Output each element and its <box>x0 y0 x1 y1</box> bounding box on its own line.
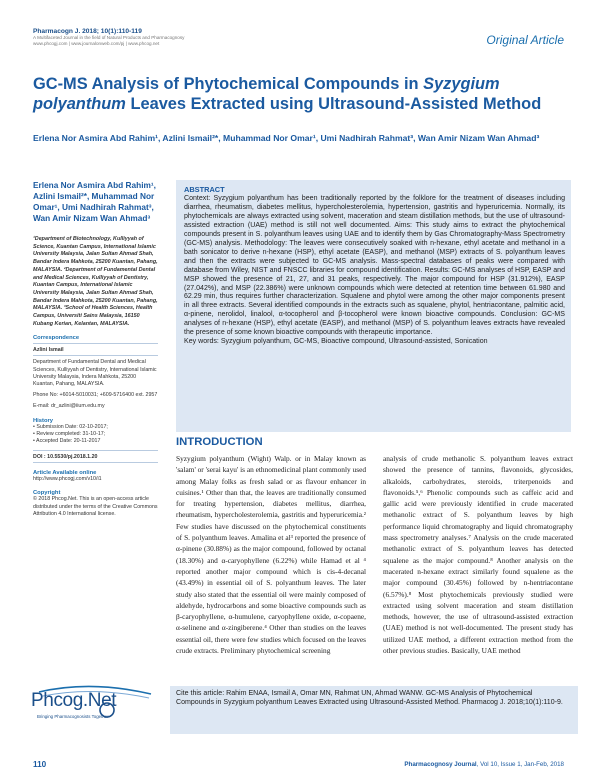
abstract-heading: ABSTRACT <box>184 185 225 194</box>
affiliations: ¹Department of Biotechnology, Kulliyyah of Science, Kuantan Campus, International Islamic University Malaysia, Jalan Sultan Ahmad Shah, Bandar Indera Mahkota, 25200 Kuantan, Pahang, MALAYSIA. ²Department of Fundamental Dental and Medical Sciences, Kulliyyah of Dentistry, Kuantan Campus, International Islamic University Malaysia, Jalan Sultan Ahmad Shah, Bandar Indera Mahkota, 25200 Kuantan, Pahang, MALAYSIA. ³School of Health Sciences, Health Campus, Universiti Sains Malaysia, 16150 Kubang Kerian, Kelantan, MALAYSIA. <box>33 236 158 327</box>
copyright-text: © 2018 Phcog.Net. This is an open-access article distributed under the terms of the Creative Commons Attribution 4.0 International license. <box>33 496 158 517</box>
history-item: • Accepted Date: 20-11-2017 <box>33 438 101 445</box>
history-item: • Review completed: 31-10-17; <box>33 430 106 437</box>
phcog-logo <box>31 684 161 740</box>
cite-box: Cite this article: Rahim ENAA, Ismail A, Omar MN, Rahmat UN, Ahmad WANW. GC-MS Analysis of Phytochemical Compounds in Syzygium polyanthum Leaves Extracted using Ultrasound-Assisted Method. Pharmacog J. 2018;10(1):110-9. <box>170 686 578 734</box>
journal-subline-1: A Multifaceted Journal in the field of Natural Products and Pharmacognosy <box>33 35 185 40</box>
divider <box>33 343 158 344</box>
divider <box>33 355 158 356</box>
page-number: 110 <box>33 760 47 769</box>
sidebar-authors: Erlena Nor Asmira Abd Rahim¹, Azlini Ismail²*, Muhammad Nor Omar¹, Umi Nadhirah Rahmat³, Wan Amir Nizam Wan Ahmad³ <box>33 180 156 223</box>
intro-column-2: analysis of crude methanolic S. polyanthum leaves extract showed the presence of tannins, flavonoids, glycosides, alkaloids, carbohydrates, steroids, triterpenoids and flavonoids.⁵,⁶ Phenolic compounds such as caffeic acid and gallic acid were previously identified in crude macerated methanolic extract of S. polyanthum leaves by high performance liquid chromatography and liquid chromatography mass spectrometry analyses.⁷ Analysis on the crude macerated methanolic extract of S. polyanthum leaves has detected squalene as the major compound.⁸ Another analysis on the macerated n-hexane extract similarly found squalene as the major compound (30.45%) followed by n-hentriacontane (6.57%).⁸ Most phytochemicals previously studied were extracted using solvent maceration and steam distillation methods, however, the use of ultrasound-assisted extraction (UAE) method is not well-documented. The present study has utilized UAE method, a different extraction method from the other previous studies. Basically, UAE method <box>383 454 573 656</box>
footer-issue: , Vol 10, Issue 1, Jan-Feb, 2018 <box>476 761 564 768</box>
intro-column-1: Syzygium polyanthum (Wight) Walp. or in Malay known as 'salam' or 'serai kayu' is an ethnomedicinal plant commonly used among Malay folks as fresh salad or as flavour enhancer in cuisines.¹ Other than that, the leaves are traditionally consumed for treating hypertension, diabetes mellitus, diarrhea, rheumatism, hypercholesterolemia, gastritis and hyperuricemia.² Few studies have discussed on the phytochemical constituents of S. polyanthum leaves. Amalina et al³ reported the presence of α-pinene (30.88%) as the major compound, followed by octanal (18.30%) and α-caryophyllene (6.22%) while Hamad et al ⁴ reported another major compound which is cis-4-decanal (43.49%) in essential oil of S. polyanthum leaves. The later study also stated that the essential oil were mainly composed of aldehyde, hydrocarbons and some bioactive compounds such as β-caryophyllene, α-humulene, caryophyllene oxide, α-copaene, α-selinene and α-zingiberene.⁴ Other than studies on the leaves essential oil, there were few studies which focused on the leaves crude extracts. Preliminary phytochemical screening <box>176 454 366 656</box>
online-url[interactable]: http://www.phcogj.com/v10/i1 <box>33 476 102 483</box>
page-footer <box>0 760 600 776</box>
article-title <box>33 74 573 114</box>
correspondence-name: Azlini Ismail <box>33 347 64 354</box>
history-item: • Submission Date: 02-10-2017; <box>33 423 108 430</box>
journal-citation: Pharmacogn J. 2018; 10(1):110-119 <box>33 28 142 35</box>
copyright-heading: Copyright <box>33 490 61 497</box>
history-heading: History <box>33 417 53 424</box>
online-heading: Article Available online <box>33 470 97 477</box>
footer-journal-name: Pharmacognosy Journal <box>404 761 477 768</box>
sidebar <box>33 180 158 518</box>
authors-line: Erlena Nor Asmira Abd Rahim¹, Azlini Ismail²*, Muhammad Nor Omar¹, Umi Nadhirah Rahmat³, Wan Amir Nizam Wan Ahmad³ <box>33 133 540 143</box>
journal-header <box>33 28 353 47</box>
logo-text: Phcog.Net <box>31 690 117 711</box>
phone: Phone No: +6014-5010031; +609-5716400 ext. 2957 <box>33 392 158 399</box>
article-type: Original Article <box>486 33 564 47</box>
divider <box>33 450 158 451</box>
introduction-heading: INTRODUCTION <box>176 436 263 448</box>
doi[interactable]: DOI : 10.5530/pj.2018.1.20 <box>33 454 98 461</box>
keywords: Key words: Syzygium polyanthum, GC-MS, Bioactive compound, Ultrasound-assisted, Sonication <box>184 338 488 346</box>
correspondence-heading: Correspondence <box>33 335 80 342</box>
correspondence-address: Department of Fundamental Dental and Medical Sciences, Kulliyyah of Dentistry, International Islamic University Malaysia, Indera Mahkota, 25200 Kuantan, Pahang, MALAYSIA. <box>33 359 157 388</box>
title-part-2: Leaves Extracted using Ultrasound-Assisted Method <box>125 95 542 113</box>
abstract-box <box>176 180 571 432</box>
title-species: Syzygium polyanthum <box>33 75 500 113</box>
logo-subtext: Bringing Pharmacognosists Together <box>37 714 109 719</box>
divider <box>33 462 158 463</box>
journal-subline-2[interactable]: www.phcogj.com | www.journalonweb.com/pj | www.phcog.net <box>33 41 160 46</box>
email[interactable]: E-mail: dr_azlini@iium.edu.my <box>33 403 105 410</box>
footer-journal <box>404 761 564 768</box>
title-part-1: GC-MS Analysis of Phytochemical Compounds in <box>33 75 424 93</box>
abstract-text: Context: Syzygium polyanthum has been traditionally reported by the folklore for the treatment of diseases including diarrhea, rheumatism, diabetes mellitus, hypercholesterolemia, hypertension, gastritis and hyperuricemia. Normally, its phytochemicals are always extracted using solvent, maceration and steam distillation methods, but the use of ultrasound-assisted extraction (UAE) method is still not well documented. Aims: This study aims to extract the phytochemical compounds present in S. polyanthum leaves using UAE and to identify them by Gas Chromatography-Mass Spectrometry (GC-MS) analysis. Methodology: The leaves were consecutively soaked with n-hexane, ethyl acetate and methanol in a bath sonicator to derive n-hexane (HSP), ethyl acetate (EASP), and methanol (MSP) extracts of S. polyanthum leaves and then the extracts were subjected to GC-MS analysis. Mass-spectral databases of peaks were compared with database from Wiley, NIST and FNSCC libraries for compound identification. Results: GC-MS analyses of HSP, EASP and MSP showed the presence of 21, 27, and 31 peaks, respectively. The major compound for HSP (31.912%), EASP (27.042%), and MSP (22.386%) were unknown compounds which were detected at retention time between 61.980 and 62.29 min, thus requires further characterization. Squalene and phytol were among the other major components present in all three extracts. Several identified compounds in the extracts such as squalene, phytol, hentriacontane, palmitic acid, α-pinene, nerolidol, linalool, α-tocopherol and β-tocopherol were known bioactive compounds. Conclusion: GC-MS analyses of n-hexane (HSP), ethyl acetate (EASP), and methanol (MSP) of S. polyanthum leaves extracts have revealed the presence of some known bioactive compounds with therapeutic importance. <box>184 195 565 337</box>
